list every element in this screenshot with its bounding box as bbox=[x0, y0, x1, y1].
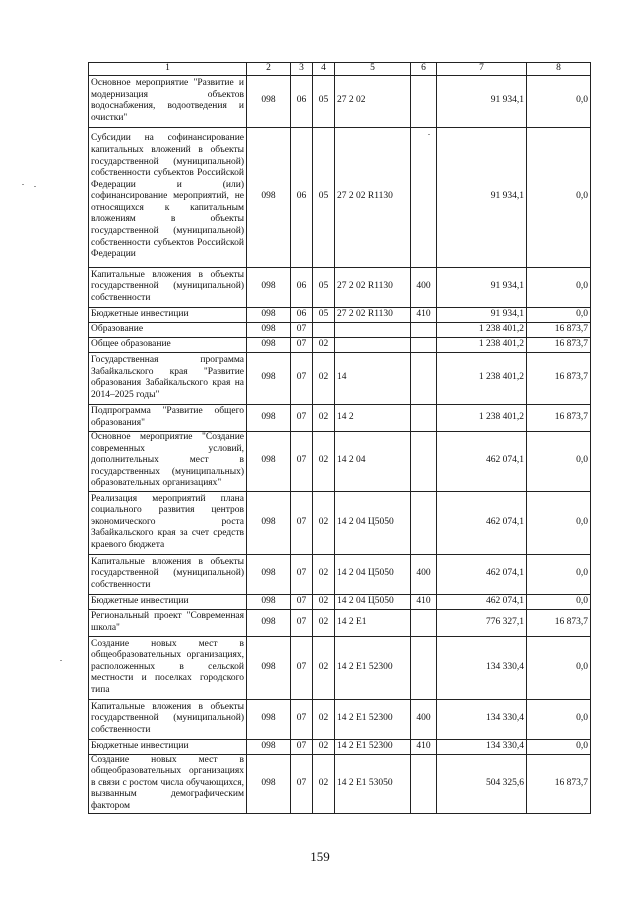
row-ved: 098 bbox=[247, 699, 291, 739]
row-ved: 098 bbox=[247, 352, 291, 404]
scan-speck bbox=[22, 184, 24, 185]
row-name: Субсидии на софинансирование капитальных вложений в объекты государственной (муниципальной) собственности субъектов Российской Федерации и (или) софинансирование мероприятий, не относящихся к капитальным вложениям в объекты государственной (муниципальной) собственности субъектов Российской Федерации bbox=[89, 127, 247, 267]
row-pr: 02 bbox=[313, 609, 335, 636]
row-name: Бюджетные инвестиции bbox=[89, 739, 247, 754]
row-vr: 410 bbox=[411, 594, 437, 609]
row-amount-2: 0,0 bbox=[527, 307, 591, 322]
row-csr: 14 2 04 bbox=[335, 431, 411, 491]
row-rz: 07 bbox=[291, 322, 313, 337]
row-ved: 098 bbox=[247, 404, 291, 431]
row-amount-2: 0,0 bbox=[527, 127, 591, 267]
row-amount-1: 462 074,1 bbox=[437, 594, 527, 609]
row-rz: 06 bbox=[291, 307, 313, 322]
row-amount-2: 0,0 bbox=[527, 699, 591, 739]
table-row bbox=[89, 352, 591, 404]
row-amount-1: 91 934,1 bbox=[437, 267, 527, 307]
col-header-8: 8 bbox=[527, 63, 591, 76]
row-amount-2: 16 873,7 bbox=[527, 322, 591, 337]
row-vr: 410 bbox=[411, 739, 437, 754]
row-ved: 098 bbox=[247, 267, 291, 307]
row-amount-2: 16 873,7 bbox=[527, 404, 591, 431]
row-vr bbox=[411, 352, 437, 404]
row-amount-1: 1 238 401,2 bbox=[437, 337, 527, 352]
row-csr bbox=[335, 322, 411, 337]
scan-speck bbox=[34, 186, 36, 187]
row-amount-1: 91 934,1 bbox=[437, 127, 527, 267]
row-amount-1: 1 238 401,2 bbox=[437, 404, 527, 431]
row-vr bbox=[411, 609, 437, 636]
row-ved: 098 bbox=[247, 609, 291, 636]
row-rz: 07 bbox=[291, 699, 313, 739]
table-row bbox=[89, 337, 591, 352]
row-rz: 06 bbox=[291, 267, 313, 307]
row-pr: 02 bbox=[313, 431, 335, 491]
row-pr: 02 bbox=[313, 491, 335, 554]
table-row bbox=[89, 754, 591, 813]
row-amount-1: 504 325,6 bbox=[437, 754, 527, 813]
row-csr: 14 2 04 Ц5050 bbox=[335, 594, 411, 609]
row-name: Основное мероприятие "Создание современных условий, дополнительных мест в государственных (муниципальных) образовательных организациях" bbox=[89, 431, 247, 491]
header-row bbox=[89, 63, 591, 76]
row-vr: 410 bbox=[411, 307, 437, 322]
col-header-3: 3 bbox=[291, 63, 313, 76]
row-vr bbox=[411, 337, 437, 352]
row-rz: 07 bbox=[291, 431, 313, 491]
row-vr bbox=[411, 75, 437, 127]
row-amount-2: 16 873,7 bbox=[527, 754, 591, 813]
row-name: Основное мероприятие "Развитие и модернизация объектов водоснабжения, водоотведения и очистки" bbox=[89, 75, 247, 127]
row-name: Капитальные вложения в объекты государственной (муниципальной) собственности bbox=[89, 699, 247, 739]
row-amount-2: 0,0 bbox=[527, 267, 591, 307]
row-vr bbox=[411, 322, 437, 337]
row-amount-2: 0,0 bbox=[527, 636, 591, 699]
row-ved: 098 bbox=[247, 754, 291, 813]
row-ved: 098 bbox=[247, 594, 291, 609]
row-csr: 14 2 bbox=[335, 404, 411, 431]
row-amount-2: 0,0 bbox=[527, 75, 591, 127]
row-rz: 07 bbox=[291, 554, 313, 594]
table-row bbox=[89, 127, 591, 267]
row-amount-2: 0,0 bbox=[527, 431, 591, 491]
row-pr: 02 bbox=[313, 699, 335, 739]
col-header-5: 5 bbox=[335, 63, 411, 76]
row-csr: 14 2 04 Ц5050 bbox=[335, 554, 411, 594]
table-row bbox=[89, 491, 591, 554]
table-row bbox=[89, 699, 591, 739]
row-pr: 02 bbox=[313, 739, 335, 754]
row-amount-2: 16 873,7 bbox=[527, 609, 591, 636]
row-csr: 14 bbox=[335, 352, 411, 404]
row-name: Бюджетные инвестиции bbox=[89, 307, 247, 322]
table-header bbox=[89, 63, 591, 76]
row-amount-1: 462 074,1 bbox=[437, 431, 527, 491]
row-amount-2: 0,0 bbox=[527, 739, 591, 754]
row-name: Капитальные вложения в объекты государственной (муниципальной) собственности bbox=[89, 267, 247, 307]
table-row bbox=[89, 636, 591, 699]
row-ved: 098 bbox=[247, 75, 291, 127]
row-amount-1: 1 238 401,2 bbox=[437, 352, 527, 404]
table-row bbox=[89, 431, 591, 491]
row-amount-1: 462 074,1 bbox=[437, 491, 527, 554]
row-amount-2: 0,0 bbox=[527, 554, 591, 594]
row-ved: 098 bbox=[247, 322, 291, 337]
row-csr: 27 2 02 R1130 bbox=[335, 267, 411, 307]
row-csr bbox=[335, 337, 411, 352]
scan-speck bbox=[60, 660, 62, 661]
row-amount-1: 91 934,1 bbox=[437, 307, 527, 322]
table-row bbox=[89, 554, 591, 594]
row-ved: 098 bbox=[247, 554, 291, 594]
row-rz: 07 bbox=[291, 352, 313, 404]
row-rz: 06 bbox=[291, 127, 313, 267]
row-amount-1: 1 238 401,2 bbox=[437, 322, 527, 337]
row-name: Создание новых мест в общеобразовательных организациях в связи с ростом числа обучающихся, вызванным демографическим фактором bbox=[89, 754, 247, 813]
col-header-2: 2 bbox=[247, 63, 291, 76]
budget-table bbox=[88, 62, 591, 814]
row-vr: 400 bbox=[411, 554, 437, 594]
row-amount-1: 776 327,1 bbox=[437, 609, 527, 636]
row-rz: 07 bbox=[291, 491, 313, 554]
row-pr: 02 bbox=[313, 636, 335, 699]
table-row bbox=[89, 594, 591, 609]
row-name: Подпрограмма "Развитие общего образования" bbox=[89, 404, 247, 431]
row-pr: 02 bbox=[313, 404, 335, 431]
col-header-1: 1 bbox=[89, 63, 247, 76]
row-ved: 098 bbox=[247, 431, 291, 491]
row-pr: 05 bbox=[313, 127, 335, 267]
table-row bbox=[89, 404, 591, 431]
row-rz: 07 bbox=[291, 594, 313, 609]
row-pr: 02 bbox=[313, 554, 335, 594]
col-header-4: 4 bbox=[313, 63, 335, 76]
row-pr: 02 bbox=[313, 594, 335, 609]
row-name: Бюджетные инвестиции bbox=[89, 594, 247, 609]
row-pr: 02 bbox=[313, 754, 335, 813]
row-pr: 05 bbox=[313, 267, 335, 307]
row-ved: 098 bbox=[247, 307, 291, 322]
row-amount-1: 462 074,1 bbox=[437, 554, 527, 594]
table-body bbox=[89, 75, 591, 813]
row-amount-2: 0,0 bbox=[527, 491, 591, 554]
row-csr: 27 2 02 bbox=[335, 75, 411, 127]
row-rz: 07 bbox=[291, 754, 313, 813]
row-pr: 02 bbox=[313, 337, 335, 352]
row-rz: 07 bbox=[291, 404, 313, 431]
row-ved: 098 bbox=[247, 636, 291, 699]
row-pr bbox=[313, 322, 335, 337]
row-pr: 05 bbox=[313, 75, 335, 127]
row-vr bbox=[411, 491, 437, 554]
row-name: Государственная программа Забайкальского края "Развитие образования Забайкальского края на 2014–2025 годы" bbox=[89, 352, 247, 404]
table-row bbox=[89, 267, 591, 307]
page-number: 159 bbox=[310, 849, 330, 864]
row-csr: 14 2 E1 52300 bbox=[335, 699, 411, 739]
row-csr: 14 2 04 Ц5050 bbox=[335, 491, 411, 554]
row-csr: 27 2 02 R1130 bbox=[335, 307, 411, 322]
row-ved: 098 bbox=[247, 739, 291, 754]
scan-speck bbox=[428, 134, 430, 135]
row-ved: 098 bbox=[247, 337, 291, 352]
row-rz: 07 bbox=[291, 739, 313, 754]
row-name: Создание новых мест в общеобразовательных организациях, расположенных в сельской местности и поселках городского типа bbox=[89, 636, 247, 699]
row-name: Региональный проект "Современная школа" bbox=[89, 609, 247, 636]
row-pr: 05 bbox=[313, 307, 335, 322]
row-amount-1: 134 330,4 bbox=[437, 699, 527, 739]
row-name: Капитальные вложения в объекты государственной (муниципальной) собственности bbox=[89, 554, 247, 594]
row-csr: 14 2 E1 52300 bbox=[335, 636, 411, 699]
row-rz: 07 bbox=[291, 337, 313, 352]
row-csr: 14 2 E1 bbox=[335, 609, 411, 636]
row-vr bbox=[411, 431, 437, 491]
table-row bbox=[89, 322, 591, 337]
table-row bbox=[89, 609, 591, 636]
table-row bbox=[89, 739, 591, 754]
row-ved: 098 bbox=[247, 491, 291, 554]
row-amount-1: 134 330,4 bbox=[437, 739, 527, 754]
row-rz: 07 bbox=[291, 636, 313, 699]
row-vr bbox=[411, 127, 437, 267]
table-row bbox=[89, 307, 591, 322]
row-amount-2: 0,0 bbox=[527, 594, 591, 609]
row-amount-1: 91 934,1 bbox=[437, 75, 527, 127]
row-name: Общее образование bbox=[89, 337, 247, 352]
row-ved: 098 bbox=[247, 127, 291, 267]
row-name: Реализация мероприятий плана социального развития центров экономического роста Забайкальского края за счет средств краевого бюджета bbox=[89, 491, 247, 554]
row-vr: 400 bbox=[411, 267, 437, 307]
row-vr: 400 bbox=[411, 699, 437, 739]
row-vr bbox=[411, 404, 437, 431]
table-row bbox=[89, 75, 591, 127]
col-header-6: 6 bbox=[411, 63, 437, 76]
row-pr: 02 bbox=[313, 352, 335, 404]
row-name: Образование bbox=[89, 322, 247, 337]
col-header-7: 7 bbox=[437, 63, 527, 76]
row-rz: 07 bbox=[291, 609, 313, 636]
row-vr bbox=[411, 636, 437, 699]
row-rz: 06 bbox=[291, 75, 313, 127]
row-amount-2: 16 873,7 bbox=[527, 337, 591, 352]
row-csr: 14 2 E1 52300 bbox=[335, 739, 411, 754]
row-amount-2: 16 873,7 bbox=[527, 352, 591, 404]
row-csr: 27 2 02 R1130 bbox=[335, 127, 411, 267]
row-vr bbox=[411, 754, 437, 813]
row-amount-1: 134 330,4 bbox=[437, 636, 527, 699]
row-csr: 14 2 E1 53050 bbox=[335, 754, 411, 813]
